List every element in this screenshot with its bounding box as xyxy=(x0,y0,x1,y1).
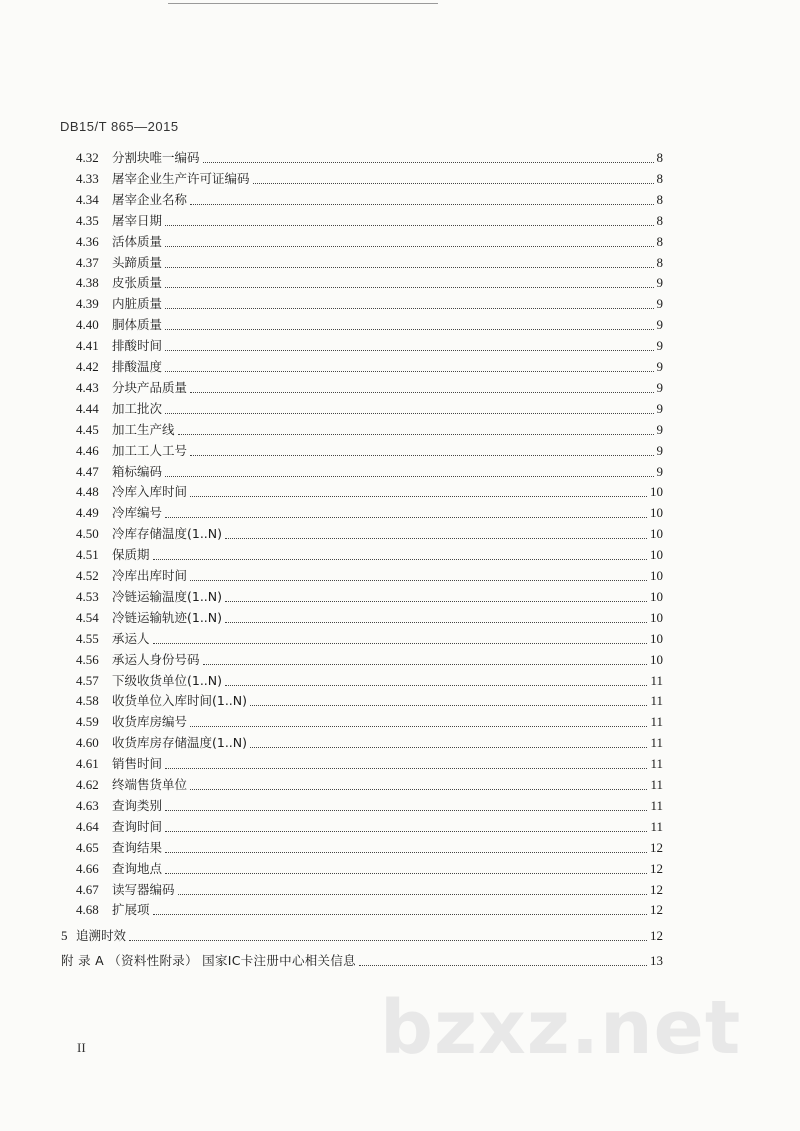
toc-entry-title: 冷链运输温度(1..N) xyxy=(112,588,223,604)
toc-entry-number: 4.54 xyxy=(76,609,99,625)
toc-entry-page: 10 xyxy=(650,651,663,667)
toc-entry-number: 4.57 xyxy=(76,672,99,688)
toc-entry-title: 排酸时间 xyxy=(112,338,163,354)
toc-entry-page: 10 xyxy=(650,609,663,625)
toc-entry-page: 8 xyxy=(656,233,663,249)
toc-entry[interactable] xyxy=(0,858,800,880)
toc-entry-page: 10 xyxy=(650,568,663,583)
toc-entry[interactable] xyxy=(0,502,800,524)
document-code: DB15/T 865—2015 xyxy=(60,119,179,134)
toc-entry[interactable] xyxy=(0,774,800,796)
toc-leader-dots xyxy=(165,413,654,414)
toc-entry[interactable] xyxy=(0,377,800,399)
toc-entry-page: 11 xyxy=(650,714,663,730)
toc-entry-page: 10 xyxy=(650,484,663,500)
toc-leader-dots xyxy=(203,162,654,163)
toc-leader-dots xyxy=(190,726,647,727)
watermark-text: bzxz.net xyxy=(380,985,742,1071)
toc-leader-dots xyxy=(250,705,647,706)
toc-leader-dots xyxy=(190,455,654,456)
toc-entry-number: 4.47 xyxy=(76,463,99,479)
toc-entry-page: 9 xyxy=(656,421,663,437)
page-number: II xyxy=(77,1040,86,1055)
toc-leader-dots xyxy=(190,580,647,581)
toc-entry[interactable] xyxy=(0,210,800,232)
toc-entry-title: 加工批次 xyxy=(112,400,163,416)
toc-entry-page: 9 xyxy=(656,275,663,291)
toc-entry[interactable] xyxy=(0,925,800,947)
toc-leader-dots xyxy=(165,371,654,372)
toc-entry-number: 4.35 xyxy=(76,212,99,228)
toc-leader-dots xyxy=(190,496,647,497)
toc-entry-page: 9 xyxy=(656,379,663,395)
toc-entry-page: 12 xyxy=(650,881,663,897)
toc-entry[interactable] xyxy=(0,189,800,211)
toc-entry-number: 4.61 xyxy=(76,756,99,772)
toc-entry-title: 屠宰企业生产许可证编码 xyxy=(112,170,250,186)
toc-entry-title: 收货库房编号 xyxy=(112,714,188,730)
toc-entry-title: 排酸温度 xyxy=(112,359,163,374)
toc-entry[interactable] xyxy=(0,231,800,253)
toc-leader-dots xyxy=(190,789,647,790)
toc-entry-page: 11 xyxy=(650,735,663,751)
toc-entry-page: 10 xyxy=(650,526,663,542)
toc-leader-dots xyxy=(165,476,654,477)
toc-entry-title: 冷库出库时间 xyxy=(112,568,188,583)
toc-entry[interactable] xyxy=(0,461,800,483)
toc-entry-title: 读写器编码 xyxy=(112,881,175,897)
toc-entry-number: 4.59 xyxy=(76,714,99,730)
toc-entry-page: 12 xyxy=(650,839,663,855)
toc-entry-page: 8 xyxy=(656,212,663,228)
toc-entry[interactable] xyxy=(0,950,800,972)
toc-entry-page: 12 xyxy=(650,860,663,876)
toc-entry[interactable] xyxy=(0,670,800,692)
toc-leader-dots xyxy=(225,622,647,623)
toc-entry-title: 头蹄质量 xyxy=(112,254,163,270)
toc-entry-title: 加工生产线 xyxy=(112,421,175,437)
toc-entry-title: 扩展项 xyxy=(112,902,150,918)
toc-leader-dots xyxy=(178,434,654,435)
toc-entry-title: 内脏质量 xyxy=(112,296,163,312)
toc-entry-page: 11 xyxy=(650,693,663,709)
toc-entry-number: 4.39 xyxy=(76,296,99,312)
toc-entry-title: 冷库入库时间 xyxy=(112,484,188,500)
toc-entry-number: 4.64 xyxy=(76,818,99,834)
toc-entry-page: 9 xyxy=(656,463,663,479)
toc-entry-title: 皮张质量 xyxy=(112,275,163,291)
toc-entry-number: 4.42 xyxy=(76,359,99,374)
toc-entry-number: 4.60 xyxy=(76,735,99,751)
toc-leader-dots xyxy=(190,204,654,205)
toc-entry-number: 4.53 xyxy=(76,588,99,604)
toc-entry[interactable] xyxy=(0,440,800,462)
toc-entry-title: 终端售货单位 xyxy=(112,777,188,792)
toc-entry-page: 10 xyxy=(650,588,663,604)
toc-entry[interactable] xyxy=(0,628,800,650)
toc-entry-title: 追溯时效 xyxy=(76,928,127,944)
toc-leader-dots xyxy=(153,643,647,644)
toc-entry-title: 冷库存储温度(1..N) xyxy=(112,526,223,542)
toc-leader-dots xyxy=(165,768,647,769)
toc-entry-title: 冷链运输轨迹(1..N) xyxy=(112,609,223,625)
toc-entry-page: 8 xyxy=(656,254,663,270)
toc-entry[interactable] xyxy=(0,795,800,817)
toc-entry-number: 4.38 xyxy=(76,275,99,291)
toc-entry-number: 4.66 xyxy=(76,860,99,876)
toc-entry-page: 11 xyxy=(650,797,663,813)
toc-entry-number: 4.49 xyxy=(76,505,99,521)
toc-entry-number: 4.32 xyxy=(76,150,99,165)
toc-entry-title: 销售时间 xyxy=(112,756,163,772)
toc-entry-page: 11 xyxy=(650,818,663,834)
toc-entry[interactable] xyxy=(0,899,800,921)
toc-entry[interactable] xyxy=(0,544,800,566)
toc-entry[interactable] xyxy=(0,168,800,190)
toc-leader-dots xyxy=(165,831,647,832)
toc-leader-dots xyxy=(165,350,654,351)
toc-entry-page: 10 xyxy=(650,505,663,521)
toc-entry-title: 保质期 xyxy=(112,547,150,563)
toc-entry[interactable] xyxy=(0,481,800,503)
toc-entry-page: 9 xyxy=(656,338,663,354)
top-rule xyxy=(168,3,438,4)
toc-entry-number: 4.65 xyxy=(76,839,99,855)
toc-entry-number: 4.43 xyxy=(76,379,99,395)
toc-leader-dots xyxy=(165,308,654,309)
toc-entry-page: 12 xyxy=(650,902,663,918)
toc-entry-page: 8 xyxy=(656,191,663,207)
toc-entry[interactable] xyxy=(0,293,800,315)
toc-entry-title: 收货单位入库时间(1..N) xyxy=(112,693,248,709)
toc-entry[interactable] xyxy=(0,523,800,545)
toc-leader-dots xyxy=(165,246,654,247)
toc-entry[interactable] xyxy=(0,690,800,712)
toc-leader-dots xyxy=(225,538,647,539)
toc-leader-dots xyxy=(153,559,647,560)
toc-entry-title: 分割块唯一编码 xyxy=(112,150,200,165)
toc-entry-page: 10 xyxy=(650,547,663,563)
toc-leader-dots xyxy=(253,183,654,184)
toc-entry[interactable] xyxy=(0,816,800,838)
toc-entry[interactable] xyxy=(0,732,800,754)
toc-entry[interactable] xyxy=(0,272,800,294)
toc-leader-dots xyxy=(165,329,654,330)
toc-leader-dots xyxy=(165,873,647,874)
toc-entry-title: 承运人身份号码 xyxy=(112,651,200,667)
toc-entry-page: 8 xyxy=(656,150,663,165)
toc-entry-number: 4.52 xyxy=(76,568,99,583)
toc-entry-number: 4.55 xyxy=(76,630,99,646)
toc-entry-number: 4.48 xyxy=(76,484,99,500)
toc-entry-title: 附 录 A （资料性附录） 国家IC卡注册中心相关信息 xyxy=(61,953,356,969)
toc-entry-page: 11 xyxy=(650,756,663,772)
toc-leader-dots xyxy=(250,747,647,748)
toc-entry-page: 11 xyxy=(650,672,663,688)
toc-entry-title: 收货库房存储温度(1..N) xyxy=(112,735,248,751)
toc-leader-dots xyxy=(165,267,654,268)
toc-entry-title: 屠宰企业名称 xyxy=(112,191,188,207)
toc-entry-number: 4.67 xyxy=(76,881,99,897)
toc-entry-page: 9 xyxy=(656,442,663,458)
toc-entry-page: 13 xyxy=(650,953,663,969)
toc-entry-page: 10 xyxy=(650,630,663,646)
toc-entry-number: 4.56 xyxy=(76,651,99,667)
toc-entry-number: 4.37 xyxy=(76,254,99,270)
toc-entry-number: 4.40 xyxy=(76,317,99,333)
toc-entry-page: 9 xyxy=(656,296,663,312)
toc-leader-dots xyxy=(190,392,654,393)
toc-entry[interactable] xyxy=(0,356,800,378)
toc-entry-title: 胴体质量 xyxy=(112,317,163,333)
toc-leader-dots xyxy=(203,664,647,665)
toc-entry-number: 5 xyxy=(61,928,68,944)
toc-entry-number: 4.34 xyxy=(76,191,99,207)
toc-entry-number: 4.45 xyxy=(76,421,99,437)
toc-entry[interactable] xyxy=(0,314,800,336)
toc-entry-page: 8 xyxy=(656,170,663,186)
toc-entry[interactable] xyxy=(0,837,800,859)
toc-entry-number: 4.51 xyxy=(76,547,99,563)
toc-entry-number: 4.50 xyxy=(76,526,99,542)
toc-leader-dots xyxy=(225,601,647,602)
toc-entry[interactable] xyxy=(0,147,800,169)
toc-leader-dots xyxy=(225,685,647,686)
toc-entry[interactable] xyxy=(0,879,800,901)
toc-entry-number: 4.41 xyxy=(76,338,99,354)
toc-entry-title: 冷库编号 xyxy=(112,505,163,521)
toc-entry-title: 屠宰日期 xyxy=(112,212,163,228)
toc-leader-dots xyxy=(165,225,654,226)
toc-entry[interactable] xyxy=(0,398,800,420)
toc-entry-number: 4.44 xyxy=(76,400,99,416)
toc-entry[interactable] xyxy=(0,335,800,357)
toc-entry-number: 4.58 xyxy=(76,693,99,709)
toc-entry-number: 4.68 xyxy=(76,902,99,918)
toc-entry-title: 查询类别 xyxy=(112,797,163,813)
toc-entry[interactable] xyxy=(0,252,800,274)
toc-leader-dots xyxy=(165,852,647,853)
toc-leader-dots xyxy=(165,287,654,288)
toc-entry-page: 9 xyxy=(656,359,663,374)
toc-leader-dots xyxy=(165,810,647,811)
toc-leader-dots xyxy=(129,940,647,941)
toc-entry[interactable] xyxy=(0,565,800,587)
toc-entry-number: 4.33 xyxy=(76,170,99,186)
toc-entry-title: 分块产品质量 xyxy=(112,379,188,395)
toc-entry-title: 活体质量 xyxy=(112,233,163,249)
toc-entry-title: 加工工人工号 xyxy=(112,442,188,458)
toc-entry-title: 承运人 xyxy=(112,630,150,646)
toc-entry-number: 4.62 xyxy=(76,777,99,792)
toc-entry-page: 12 xyxy=(650,928,663,944)
toc-entry-number: 4.46 xyxy=(76,442,99,458)
toc-leader-dots xyxy=(359,965,647,966)
toc-entry-number: 4.36 xyxy=(76,233,99,249)
toc-leader-dots xyxy=(165,517,647,518)
toc-entry-title: 查询结果 xyxy=(112,839,163,855)
toc-entry[interactable] xyxy=(0,649,800,671)
toc-leader-dots xyxy=(153,914,647,915)
toc-leader-dots xyxy=(178,894,647,895)
toc-entry-page: 11 xyxy=(650,777,663,792)
toc-entry-title: 箱标编码 xyxy=(112,463,163,479)
toc-entry-number: 4.63 xyxy=(76,797,99,813)
toc-entry-title: 下级收货单位(1..N) xyxy=(112,672,223,688)
toc-entry[interactable] xyxy=(0,753,800,775)
toc-entry-title: 查询时间 xyxy=(112,818,163,834)
toc-entry[interactable] xyxy=(0,607,800,629)
toc-entry[interactable] xyxy=(0,419,800,441)
toc-entry[interactable] xyxy=(0,711,800,733)
toc-entry[interactable] xyxy=(0,586,800,608)
toc-entry-title: 查询地点 xyxy=(112,860,163,876)
toc-entry-page: 9 xyxy=(656,317,663,333)
toc-entry-page: 9 xyxy=(656,400,663,416)
